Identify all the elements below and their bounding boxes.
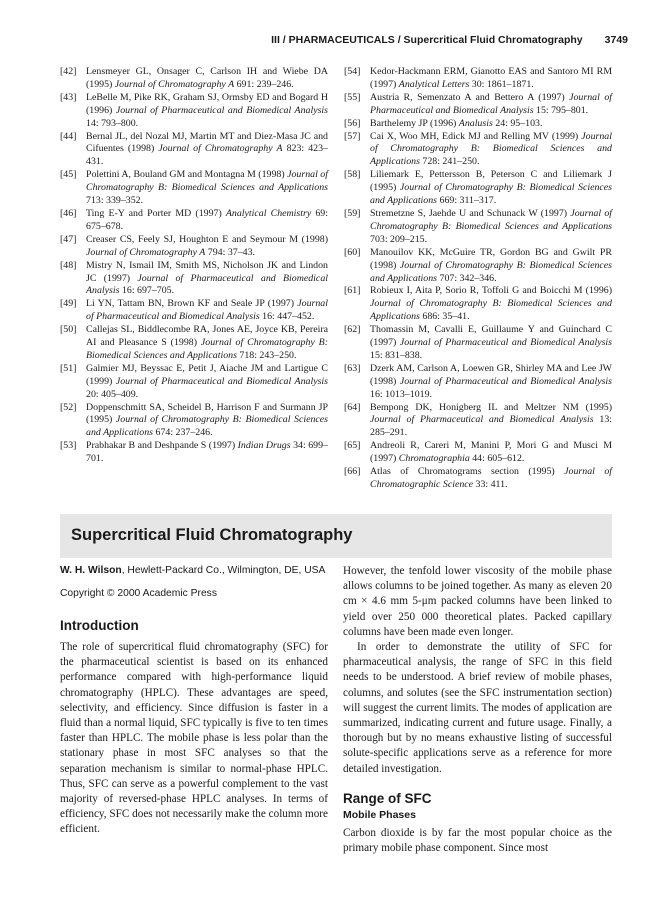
reference-entry <box>60 131 328 170</box>
reference-citation: Galmier MJ, Beyssac E, Petit J, Aiache JM and Lartigue C (1999) Journal of Pharmaceutical and Biomedical Analysis 20: 405–409. <box>86 362 329 400</box>
reference-entry <box>60 324 328 363</box>
reference-citation: Manouilov KK, McGuire TR, Gordon BG and Gwilt PR (1998) Journal of Chromatography B: Biomedical Sciences and Applications 707: 342–346. <box>370 246 613 284</box>
reference-number: [62] <box>344 324 361 336</box>
reference-number: [49] <box>60 298 77 310</box>
reference-entry <box>344 118 612 131</box>
reference-citation: Li YN, Tattam BN, Brown KF and Seale JP (1997) Journal of Pharmaceutical and Biomedical Analysis 16: 447–452. <box>86 298 328 323</box>
reference-citation: Prabhakar B and Deshpande S (1997) Indian Drugs 34: 699–701. <box>86 440 328 465</box>
reference-entry <box>344 324 612 363</box>
reference-number: [42] <box>60 66 77 77</box>
copyright-notice: Copyright © 2000 Academic Press <box>60 588 217 599</box>
reference-citation: Polettini A, Bouland GM and Montagna M (1998) Journal of Chromatography B: Biomedical Sciences and Applications 713: 339–352. <box>86 169 328 207</box>
reference-entry <box>344 402 612 441</box>
reference-list <box>60 66 612 492</box>
intro-paragraph: The role of supercritical fluid chromatography (SFC) for the pharmaceutical scientist is based on its enhanced performance compared with high-performance liquid chromatography (HPLC). These advantages are speed, selectivity, and efficiency. Since diffusion is faster in a fluid than a normal liquid, SFC typically is five to ten times faster than HPLC. The mobile phase is less polar than the stationary phase in most SFC analyses so that the separation mechanism is similar to normal-phase HPLC. Thus, SFC can serve as a powerful complement to the vast majority of reversed-phase HPLC analyses. In terms of efficiency, SFC does not necessarily make the column more efficient. <box>60 641 328 836</box>
reference-number: [61] <box>344 285 361 297</box>
reference-entry <box>60 363 328 402</box>
reference-number: [53] <box>60 440 77 452</box>
reference-number: [63] <box>344 362 361 374</box>
reference-entry <box>344 363 612 402</box>
reference-citation: Bernal JL, del Nozal MJ, Martin MT and Diez-Masa JC and Cifuentes (1998) Journal of Chromatography A 823: 423–431. <box>86 130 328 168</box>
reference-number: [45] <box>60 169 77 181</box>
reference-entry <box>344 466 612 492</box>
reference-citation: Stremetzne S, Jaehde U and Schunack W (1997) Journal of Chromatography B: Biomedical Sciences and Applications 703: 209–215. <box>370 207 612 245</box>
reference-citation: Liliemark E, Pettersson B, Peterson C and Liliemark J (1995) Journal of Chromatography B: Biomedical Sciences and Applications 669: 311–317. <box>370 169 613 207</box>
reference-number: [55] <box>344 91 361 103</box>
reference-column-right <box>344 66 612 492</box>
reference-number: [50] <box>60 324 77 336</box>
reference-citation: Lensmeyer GL, Onsager C, Carlson IH and Wiebe DA (1995) Journal of Chromatography A 691: 239–246. <box>86 66 328 90</box>
article-right-column <box>343 564 612 856</box>
reference-number: [57] <box>344 130 361 142</box>
right-paragraph-2: In order to demonstrate the utility of SFC for pharmaceutical analysis, the range of SFC in this field needs to be understood. A brief review of mobile phases, columns, and solutes (see the SFC instrumentation section) will suggest the current limits. The modes of application are summarized, indicating current and future usage. Finally, a thorough but by no means exhaustive listing of successful solute-specific applications serve as a reference for more detailed investigation. <box>343 641 612 775</box>
reference-entry <box>60 92 328 131</box>
reference-number: [59] <box>344 207 361 219</box>
reference-number: [46] <box>60 207 77 219</box>
author-line <box>60 564 328 578</box>
reference-number: [60] <box>344 246 361 258</box>
reference-citation: Barthelemy JP (1996) Analusis 24: 95–103. <box>370 117 543 129</box>
reference-entry <box>60 298 328 324</box>
reference-number: [44] <box>60 130 77 142</box>
reference-citation: Cai X, Woo MH, Edick MJ and Relling MV (1999) Journal of Chromatography B: Biomedical Sciences and Applications 728: 241–250. <box>370 130 612 168</box>
author-affiliation: , Hewlett-Packard Co., Wilmington, DE, USA <box>121 565 326 576</box>
page-number: 3749 <box>604 34 628 46</box>
author-name: W. H. Wilson <box>60 565 122 576</box>
reference-number: [51] <box>60 362 77 374</box>
reference-number: [48] <box>60 259 77 271</box>
reference-entry <box>60 169 328 208</box>
reference-number: [54] <box>344 66 361 77</box>
reference-citation: Atlas of Chromatograms section (1995) Journal of Chromatographic Science 33: 411. <box>370 466 613 490</box>
right-paragraph-1: However, the tenfold lower viscosity of the mobile phase allows columns to be joined together. As many as eleven 20 cm × 4.6 mm 5-μm packed columns have been linked to yield over 250 000 theoretical plates. Packed capillary columns have been made even longer. <box>343 565 612 638</box>
reference-entry <box>60 234 328 260</box>
reference-entry <box>60 66 328 92</box>
reference-number: [64] <box>344 401 361 413</box>
reference-number: [58] <box>344 169 361 181</box>
reference-entry <box>344 66 612 92</box>
reference-citation: Robieux I, Aita P, Sorio R, Toffoli G and Boicchi M (1996) Journal of Chromatography B: Biomedical Sciences and Applications 686: 35–41. <box>370 285 612 323</box>
reference-citation: Andreoli R, Careri M, Manini P, Mori G and Musci M (1997) Chromatographia 44: 605–612. <box>370 440 612 465</box>
reference-number: [47] <box>60 233 77 245</box>
reference-column-left <box>60 66 328 492</box>
reference-citation: Thomassin M, Cavalli E, Guillaume Y and Guinchard C (1997) Journal of Pharmaceutical and Biomedical Analysis 15: 831–838. <box>370 324 613 361</box>
reference-number: [56] <box>344 117 361 129</box>
article-title: Supercritical Fluid Chromatography <box>71 526 353 544</box>
reference-number: [65] <box>344 440 361 452</box>
reference-citation: LeBelle M, Pike RK, Graham SJ, Ormsby ED and Bogard H (1996) Journal of Pharmaceutical and Biomedical Analysis 14: 793–800. <box>86 91 329 129</box>
reference-entry <box>344 247 612 286</box>
subsection-heading-mobile-phases: Mobile Phases <box>343 808 416 821</box>
reference-citation: Austria R, Semenzato A and Bettero A (1997) Journal of Pharmaceutical and Biomedical Analysis 15: 795–801. <box>370 91 612 116</box>
article-left-column <box>60 564 328 838</box>
mobile-phases-paragraph: Carbon dioxide is by far the most popular choice as the primary mobile phase component. Since most <box>343 826 612 855</box>
reference-entry <box>344 208 612 247</box>
reference-entry <box>60 402 328 441</box>
reference-entry <box>60 208 328 234</box>
reference-citation: Kedor-Hackmann ERM, Gianotto EAS and Santoro MI RM (1997) Analytical Letters 30: 1861–1871. <box>370 66 612 90</box>
reference-entry <box>344 285 612 324</box>
reference-number: [52] <box>60 401 77 413</box>
reference-entry <box>344 92 612 118</box>
reference-citation: Doppenschmitt SA, Scheidel B, Harrison F and Surmann JP (1995) Journal of Chromatography B: Biomedical Sciences and Applications 674: 237–246. <box>86 401 329 439</box>
reference-number: [43] <box>60 91 77 103</box>
section-heading-range-of-sfc: Range of SFC <box>343 790 432 806</box>
reference-number: [66] <box>344 466 361 478</box>
article-title-banner <box>60 514 612 558</box>
reference-citation: Mistry N, Ismail IM, Smith MS, Nicholson JK and Lindon JC (1997) Journal of Pharmaceutical and Biomedical Analysis 16: 697–705. <box>86 259 328 297</box>
reference-citation: Dzerk AM, Carlson A, Loewen GR, Shirley MA and Lee JW (1998) Journal of Pharmaceutical and Biomedical Analysis 16: 1013–1019. <box>370 362 613 400</box>
reference-entry <box>344 440 612 466</box>
reference-citation: Creaser CS, Feely SJ, Houghton E and Seymour M (1998) Journal of Chromatography A 794: 37–43. <box>86 233 328 258</box>
reference-citation: Bempong DK, Honigberg IL and Meltzer NM (1995) Journal of Pharmaceutical and Biomedical Analysis 13: 285–291. <box>370 401 613 439</box>
reference-citation: Ting E-Y and Porter MD (1997) Analytical Chemistry 69: 675–678. <box>86 207 328 232</box>
reference-entry <box>344 169 612 208</box>
section-heading-introduction: Introduction <box>60 618 139 633</box>
reference-entry <box>344 131 612 170</box>
running-head-section: III / PHARMACEUTICALS / Supercritical Fluid Chromatography <box>271 34 583 46</box>
reference-entry <box>60 260 328 299</box>
reference-entry <box>60 440 328 466</box>
running-head <box>271 34 628 46</box>
reference-citation: Callejas SL, Biddlecombe RA, Jones AE, Joyce KB, Pereira AI and Pleasance S (1998) Journal of Chromatography B: Biomedical Sciences and Applications 718: 243–250. <box>86 324 328 361</box>
